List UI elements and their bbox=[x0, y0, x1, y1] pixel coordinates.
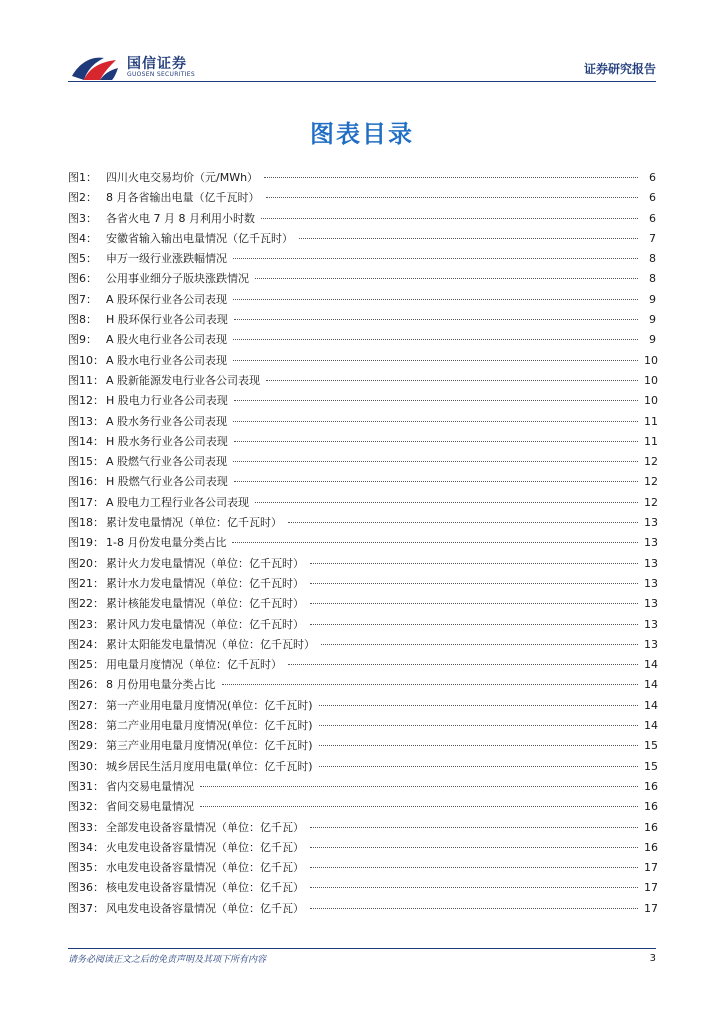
toc-entry-page: 11 bbox=[644, 414, 658, 428]
toc-entry-number: 图17： bbox=[68, 495, 104, 509]
toc-entry-title: 风电发电设备容量情况（单位：亿千瓦） bbox=[106, 901, 304, 915]
toc-entry-page: 14 bbox=[644, 698, 658, 712]
toc-dot-leader bbox=[319, 745, 638, 746]
toc-entry-number: 图21： bbox=[68, 576, 104, 590]
toc-entry-page: 14 bbox=[644, 719, 658, 733]
toc-entry-page: 16 bbox=[644, 800, 658, 814]
toc-entry[interactable] bbox=[68, 859, 656, 879]
toc-entry-number: 图6： bbox=[68, 272, 97, 286]
toc-entry-page: 10 bbox=[644, 353, 658, 367]
toc-entry-title: 1-8 月份发电量分类占比 bbox=[106, 536, 227, 550]
toc-entry-page: 9 bbox=[649, 333, 656, 347]
toc-dot-leader bbox=[310, 624, 638, 625]
toc-entry-page: 16 bbox=[644, 840, 658, 854]
toc-entry-number: 图12： bbox=[68, 394, 104, 408]
toc-entry-title: A 股水务行业各公司表现 bbox=[106, 414, 228, 428]
toc-entry-title: 各省火电 7 月 8 月利用小时数 bbox=[106, 211, 255, 225]
toc-entry-title: 四川火电交易均价（元/MWh） bbox=[106, 171, 259, 184]
toc-entry[interactable] bbox=[68, 230, 656, 250]
toc-entry-page: 6 bbox=[649, 171, 656, 184]
toc-entry[interactable] bbox=[68, 636, 656, 656]
toc-entry-page: 11 bbox=[644, 434, 658, 448]
brand-name-english: GUOSEN SECURITIES bbox=[127, 71, 196, 78]
toc-dot-leader bbox=[255, 502, 638, 503]
toc-entry-title: 安徽省输入输出电量情况（亿千瓦时） bbox=[106, 231, 293, 245]
toc-entry[interactable] bbox=[68, 291, 656, 311]
toc-entry-number: 图18： bbox=[68, 516, 104, 530]
toc-entry[interactable] bbox=[68, 494, 656, 514]
toc-entry-title: 8 月各省输出电量（亿千瓦时） bbox=[106, 191, 260, 205]
toc-entry[interactable] bbox=[68, 879, 656, 899]
toc-entry-title: 全部发电设备容量情况（单位：亿千瓦） bbox=[106, 820, 304, 834]
toc-dot-leader bbox=[233, 421, 638, 422]
toc-entry-page: 16 bbox=[644, 779, 658, 793]
toc-entry-title: 公用事业细分子版块涨跌情况 bbox=[106, 272, 249, 286]
toc-entry-number: 图24： bbox=[68, 637, 104, 651]
toc-entry-number: 图2： bbox=[68, 191, 97, 205]
toc-entry-page: 15 bbox=[644, 739, 658, 753]
header-divider bbox=[68, 81, 656, 82]
page-title: 图表目录 bbox=[310, 120, 414, 148]
toc-entry-title: A 股火电行业各公司表现 bbox=[106, 333, 228, 347]
toc-entry-title: 累计核能发电量情况（单位：亿千瓦时） bbox=[106, 597, 304, 611]
toc-dot-leader bbox=[261, 218, 638, 219]
toc-entry-number: 图1： bbox=[68, 171, 97, 184]
toc-entry-title: 火电发电设备容量情况（单位：亿千瓦） bbox=[106, 840, 304, 854]
toc-entry[interactable] bbox=[68, 433, 656, 453]
toc-dot-leader bbox=[200, 786, 638, 787]
toc-entry-page: 16 bbox=[644, 820, 658, 834]
toc-entry[interactable] bbox=[68, 413, 656, 433]
toc-entry-number: 图33： bbox=[68, 820, 104, 834]
toc-entry[interactable] bbox=[68, 169, 656, 189]
toc-dot-leader bbox=[222, 684, 639, 685]
toc-entry-number: 图25： bbox=[68, 658, 104, 672]
toc-entry-title: 累计水力发电量情况（单位：亿千瓦时） bbox=[106, 576, 304, 590]
toc-entry-title: A 股新能源发电行业各公司表现 bbox=[106, 373, 261, 387]
toc-dot-leader bbox=[310, 908, 638, 909]
toc-entry-number: 图29： bbox=[68, 739, 104, 753]
toc-entry-title: A 股水电行业各公司表现 bbox=[106, 353, 228, 367]
toc-entry-number: 图36： bbox=[68, 881, 104, 895]
toc-dot-leader bbox=[310, 847, 638, 848]
toc-entry-page: 7 bbox=[649, 231, 656, 245]
toc-entry-title: H 股水务行业各公司表现 bbox=[106, 434, 228, 448]
toc-dot-leader bbox=[310, 867, 638, 868]
page-header bbox=[0, 0, 724, 90]
toc-entry[interactable] bbox=[68, 798, 656, 818]
toc-entry[interactable] bbox=[68, 514, 656, 534]
toc-entry-number: 图11： bbox=[68, 373, 104, 387]
toc-dot-leader bbox=[310, 827, 638, 828]
toc-entry[interactable] bbox=[68, 352, 656, 372]
toc-entry[interactable] bbox=[68, 392, 656, 412]
toc-entry[interactable] bbox=[68, 534, 656, 554]
toc-entry[interactable] bbox=[68, 453, 656, 473]
toc-entry-title: 申万一级行业涨跌幅情况 bbox=[106, 252, 227, 266]
toc-entry-page: 13 bbox=[644, 597, 658, 611]
toc-entry-number: 图19： bbox=[68, 536, 104, 550]
brand-name: 国信证券 bbox=[127, 56, 187, 72]
toc-entry-page: 10 bbox=[644, 394, 658, 408]
toc-entry-number: 图10： bbox=[68, 353, 104, 367]
toc-entry[interactable] bbox=[68, 676, 656, 696]
toc-entry[interactable] bbox=[68, 697, 656, 717]
toc-entry-page: 13 bbox=[644, 617, 658, 631]
toc-entry-number: 图22： bbox=[68, 597, 104, 611]
toc-entry[interactable] bbox=[68, 758, 656, 778]
toc-entry-number: 图7： bbox=[68, 292, 97, 306]
toc-entry-title: 累计发电量情况（单位：亿千瓦时） bbox=[106, 516, 282, 530]
toc-entry-page: 13 bbox=[644, 516, 658, 530]
toc-dot-leader bbox=[200, 806, 638, 807]
toc-entry-title: 第三产业用电量月度情况(单位：亿千瓦时) bbox=[106, 739, 313, 753]
toc-entry-number: 图23： bbox=[68, 617, 104, 631]
toc-entry-page: 17 bbox=[644, 861, 658, 875]
toc-entry-title: H 股燃气行业各公司表现 bbox=[106, 475, 228, 489]
toc-entry-number: 图32： bbox=[68, 800, 104, 814]
toc-entry-page: 9 bbox=[649, 313, 656, 327]
toc-entry[interactable] bbox=[68, 555, 656, 575]
toc-dot-leader bbox=[234, 319, 638, 320]
toc-entry-page: 12 bbox=[644, 455, 658, 469]
report-type-label: 证券研究报告 bbox=[583, 62, 656, 76]
footer-divider bbox=[68, 948, 656, 949]
toc-dot-leader bbox=[266, 380, 638, 381]
toc-dot-leader bbox=[233, 258, 638, 259]
toc-entry-number: 图3： bbox=[68, 211, 97, 225]
toc-entry-number: 图8： bbox=[68, 313, 97, 327]
toc-entry-page: 14 bbox=[644, 658, 658, 672]
toc-entry-page: 10 bbox=[644, 373, 658, 387]
toc-entry-page: 17 bbox=[644, 881, 658, 895]
toc-dot-leader bbox=[234, 441, 638, 442]
toc-entry[interactable] bbox=[68, 778, 656, 798]
figure-list bbox=[68, 169, 656, 920]
toc-entry-number: 图16： bbox=[68, 475, 104, 489]
toc-dot-leader bbox=[288, 664, 638, 665]
toc-entry-number: 图20： bbox=[68, 556, 104, 570]
toc-entry-title: H 股环保行业各公司表现 bbox=[106, 313, 228, 327]
toc-entry-page: 6 bbox=[649, 191, 656, 205]
toc-dot-leader bbox=[234, 481, 638, 482]
toc-entry-title: 省间交易电量情况 bbox=[106, 800, 194, 814]
toc-entry[interactable] bbox=[68, 737, 656, 757]
toc-entry-number: 图34： bbox=[68, 840, 104, 854]
toc-dot-leader bbox=[264, 177, 638, 178]
disclaimer-text: 请务必阅读正文之后的免责声明及其项下所有内容 bbox=[68, 955, 267, 965]
toc-entry-title: 累计火力发电量情况（单位：亿千瓦时） bbox=[106, 556, 304, 570]
toc-entry-page: 13 bbox=[644, 576, 658, 590]
toc-dot-leader bbox=[288, 522, 638, 523]
toc-entry-title: H 股电力行业各公司表现 bbox=[106, 394, 228, 408]
toc-entry[interactable] bbox=[68, 656, 656, 676]
toc-dot-leader bbox=[319, 705, 638, 706]
guosen-logo-icon bbox=[70, 52, 120, 82]
toc-dot-leader bbox=[310, 603, 638, 604]
toc-dot-leader bbox=[310, 583, 638, 584]
toc-dot-leader bbox=[233, 339, 638, 340]
toc-entry[interactable] bbox=[68, 210, 656, 230]
toc-entry-number: 图14： bbox=[68, 434, 104, 448]
toc-entry[interactable] bbox=[68, 250, 656, 270]
page-number: 3 bbox=[649, 953, 656, 964]
toc-dot-leader bbox=[319, 766, 638, 767]
toc-entry[interactable] bbox=[68, 616, 656, 636]
toc-dot-leader bbox=[266, 197, 639, 198]
toc-entry[interactable] bbox=[68, 372, 656, 392]
toc-dot-leader bbox=[233, 299, 638, 300]
toc-entry-title: 累计风力发电量情况（单位：亿千瓦时） bbox=[106, 617, 304, 631]
toc-entry[interactable] bbox=[68, 311, 656, 331]
toc-entry-title: A 股燃气行业各公司表现 bbox=[106, 455, 228, 469]
toc-entry-title: 8 月份用电量分类占比 bbox=[106, 678, 216, 692]
toc-entry-number: 图37： bbox=[68, 901, 104, 915]
toc-dot-leader bbox=[310, 563, 638, 564]
toc-entry-title: 用电量月度情况（单位：亿千瓦时） bbox=[106, 658, 282, 672]
toc-entry-page: 9 bbox=[649, 292, 656, 306]
toc-entry[interactable] bbox=[68, 331, 656, 351]
toc-entry[interactable] bbox=[68, 270, 656, 290]
toc-entry-page: 13 bbox=[644, 556, 658, 570]
toc-dot-leader bbox=[321, 644, 638, 645]
toc-entry-title: 第一产业用电量月度情况(单位：亿千瓦时) bbox=[106, 698, 313, 712]
toc-entry-page: 8 bbox=[649, 272, 656, 286]
toc-entry-title: 省内交易电量情况 bbox=[106, 779, 194, 793]
toc-entry-title: 水电发电设备容量情况（单位：亿千瓦） bbox=[106, 861, 304, 875]
toc-entry-number: 图35： bbox=[68, 861, 104, 875]
toc-entry-title: 城乡居民生活月度用电量(单位：亿千瓦时) bbox=[106, 759, 313, 773]
toc-entry-number: 图31： bbox=[68, 779, 104, 793]
toc-entry-number: 图26： bbox=[68, 678, 104, 692]
toc-dot-leader bbox=[299, 238, 638, 239]
toc-entry-page: 12 bbox=[644, 495, 658, 509]
toc-entry[interactable] bbox=[68, 575, 656, 595]
toc-entry-page: 13 bbox=[644, 637, 658, 651]
toc-entry-page: 13 bbox=[644, 536, 658, 550]
toc-entry[interactable] bbox=[68, 717, 656, 737]
toc-entry-title: A 股环保行业各公司表现 bbox=[106, 292, 228, 306]
toc-dot-leader bbox=[255, 278, 638, 279]
toc-entry[interactable] bbox=[68, 839, 656, 859]
toc-entry[interactable] bbox=[68, 819, 656, 839]
toc-dot-leader bbox=[233, 461, 638, 462]
toc-dot-leader bbox=[319, 725, 638, 726]
toc-entry-number: 图28： bbox=[68, 719, 104, 733]
toc-dot-leader bbox=[310, 887, 638, 888]
toc-entry-title: 核电发电设备容量情况（单位：亿千瓦） bbox=[106, 881, 304, 895]
toc-entry-number: 图4： bbox=[68, 231, 97, 245]
toc-entry-title: 累计太阳能发电量情况（单位：亿千瓦时） bbox=[106, 637, 315, 651]
toc-entry-number: 图5： bbox=[68, 252, 97, 266]
toc-entry-page: 15 bbox=[644, 759, 658, 773]
toc-entry[interactable] bbox=[68, 900, 656, 920]
toc-dot-leader bbox=[233, 360, 638, 361]
toc-entry-page: 6 bbox=[649, 211, 656, 225]
toc-entry-page: 14 bbox=[644, 678, 658, 692]
toc-entry-title: A 股电力工程行业各公司表现 bbox=[106, 495, 250, 509]
toc-entry-number: 图13： bbox=[68, 414, 104, 428]
toc-entry-page: 12 bbox=[644, 475, 658, 489]
toc-entry-page: 17 bbox=[644, 901, 658, 915]
toc-entry[interactable] bbox=[68, 595, 656, 615]
toc-dot-leader bbox=[232, 542, 638, 543]
toc-entry[interactable] bbox=[68, 189, 656, 209]
toc-entry-page: 8 bbox=[649, 252, 656, 266]
toc-entry[interactable] bbox=[68, 473, 656, 493]
toc-dot-leader bbox=[234, 400, 638, 401]
toc-entry-number: 图15： bbox=[68, 455, 104, 469]
toc-entry-number: 图30： bbox=[68, 759, 104, 773]
toc-entry-title: 第二产业用电量月度情况(单位：亿千瓦时) bbox=[106, 719, 313, 733]
toc-entry-number: 图9： bbox=[68, 333, 97, 347]
toc-entry-number: 图27： bbox=[68, 698, 104, 712]
